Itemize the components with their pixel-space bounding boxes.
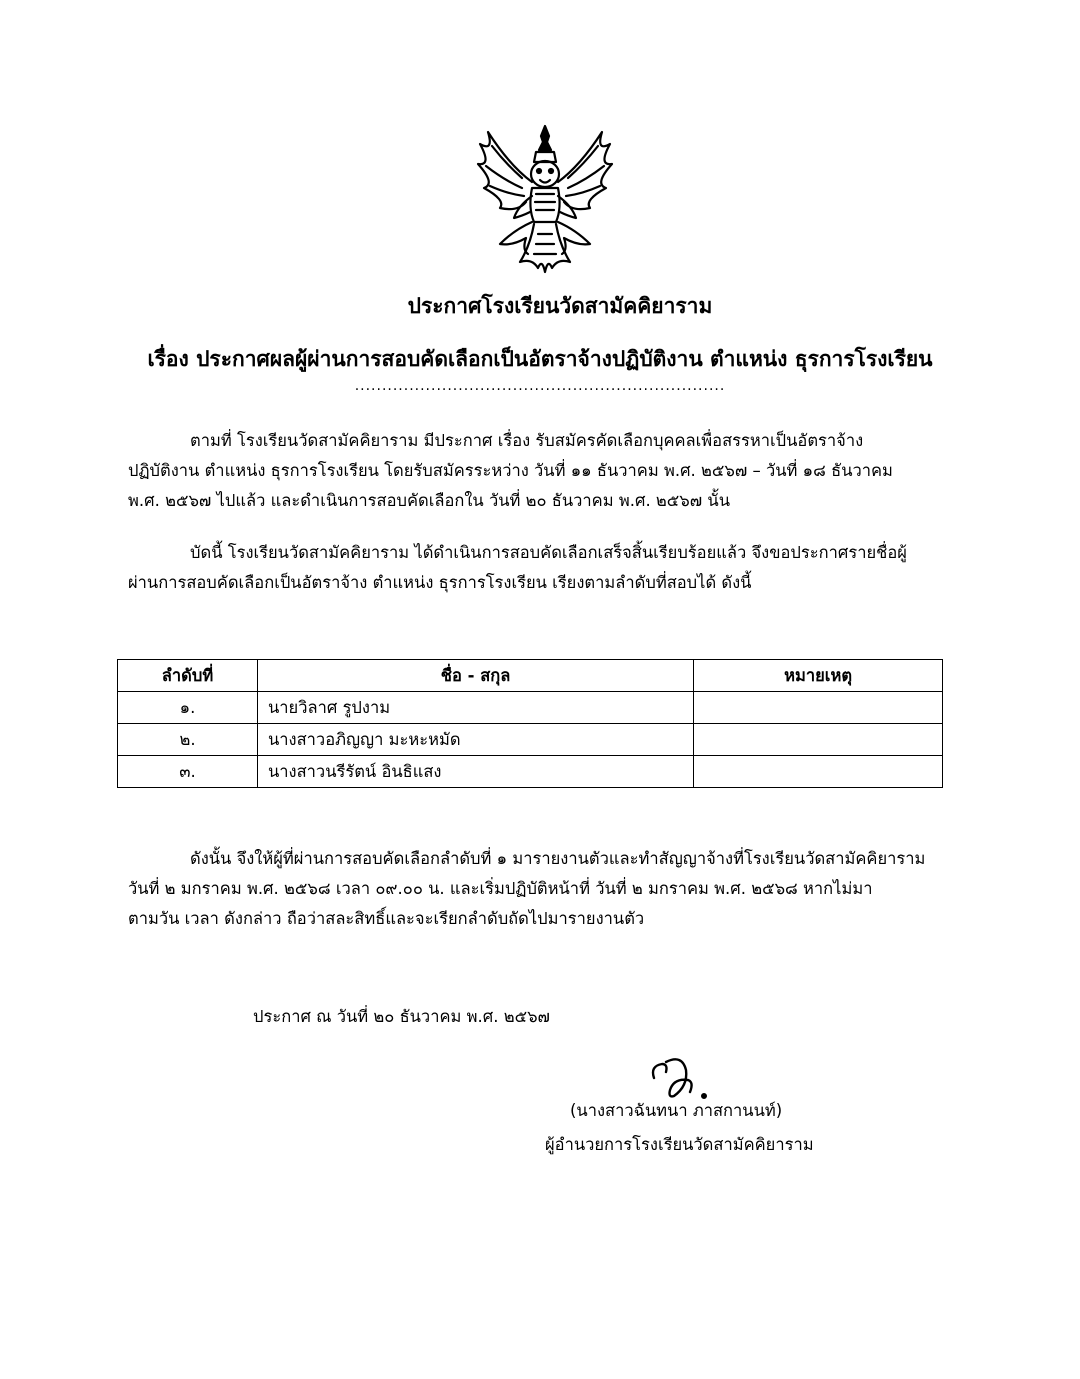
paragraph-line: พ.ศ. ๒๕๖๗ ไปแล้ว และดำเนินการสอบคัดเลือกใน วันที่ ๒๐ ธันวาคม พ.ศ. ๒๕๖๗ นั้น (128, 491, 730, 510)
handwritten-signature (648, 1056, 718, 1102)
signer-position: ผู้อำนวยการโรงเรียนวัดสามัคคิยาราม (545, 1135, 814, 1154)
signer-name: (นางสาวฉันทนา ภาสกานนท์) (570, 1101, 783, 1120)
table-row (118, 756, 943, 788)
cell-name: นายวิลาศ รูปงาม (258, 692, 694, 724)
paragraph-line: วันที่ ๒ มกราคม พ.ศ. ๒๕๖๘ เวลา ๐๙.๐๐ น. และเริ่มปฏิบัติหน้าที่ วันที่ ๒ มกราคม พ.ศ. ๒๕๖๘ หากไม่มา (128, 879, 873, 898)
paragraph-line: ปฏิบัติงาน ตำแหน่ง ธุรการโรงเรียน โดยรับสมัครระหว่าง วันที่ ๑๑ ธันวาคม พ.ศ. ๒๕๖๗ – วันที่ ๑๘ ธันวาคม (128, 461, 893, 480)
column-header-note: หมายเหตุ (694, 660, 943, 692)
garuda-emblem-icon (470, 122, 620, 278)
cell-name: นางสาวนรีรัตน์ อินธิแสง (258, 756, 694, 788)
paragraph-line: ตามวัน เวลา ดังกล่าว ถือว่าสละสิทธิ์และจะเรียกลำดับถัดไปมารายงานตัว (128, 909, 645, 928)
column-header-name: ชื่อ - สกุล (258, 660, 694, 692)
cell-note (694, 756, 943, 788)
results-table (117, 659, 943, 788)
paragraph-instructions (128, 844, 968, 934)
cell-order: ๓. (118, 756, 258, 788)
table-row (118, 692, 943, 724)
cell-note (694, 724, 943, 756)
cell-order: ๑. (118, 692, 258, 724)
document-title: ประกาศโรงเรียนวัดสามัคคิยาราม (407, 294, 713, 318)
announcement-date: ประกาศ ณ วันที่ ๒๐ ธันวาคม พ.ศ. ๒๕๖๗ (253, 1007, 550, 1026)
paragraph-announcement (128, 538, 968, 598)
table-header-row (118, 660, 943, 692)
cell-note (694, 692, 943, 724)
separator-line: .................................................................... (354, 378, 726, 394)
paragraph-line: ดังนั้น จึงให้ผู้ที่ผ่านการสอบคัดเลือกลำดับที่ ๑ มารายงานตัวและทำสัญญาจ้างที่โรงเรียนวัดสามัคคิยาราม (190, 849, 926, 868)
column-header-order: ลำดับที่ (118, 660, 258, 692)
paragraph-line: ผ่านการสอบคัดเลือกเป็นอัตราจ้าง ตำแหน่ง ธุรการโรงเรียน เรียงตามลำดับที่สอบได้ ดังนี้ (128, 573, 752, 592)
cell-name: นางสาวอภิญญา มะหะหมัด (258, 724, 694, 756)
paragraph-line: บัดนี้ โรงเรียนวัดสามัคคิยาราม ได้ดำเนินการสอบคัดเลือกเสร็จสิ้นเรียบร้อยแล้ว จึงขอประกาศรายชื่อผู้ (190, 543, 907, 562)
table-row (118, 724, 943, 756)
paragraph-line: ตามที่ โรงเรียนวัดสามัคคิยาราม มีประกาศ เรื่อง รับสมัครคัดเลือกบุคคลเพื่อสรรหาเป็นอัตราจ้าง (190, 431, 864, 450)
cell-order: ๒. (118, 724, 258, 756)
paragraph-background (128, 426, 968, 516)
document-subject: เรื่อง ประกาศผลผู้ผ่านการสอบคัดเลือกเป็นอัตราจ้างปฏิบัติงาน ตำแหน่ง ธุรการโรงเรียน (147, 347, 933, 371)
